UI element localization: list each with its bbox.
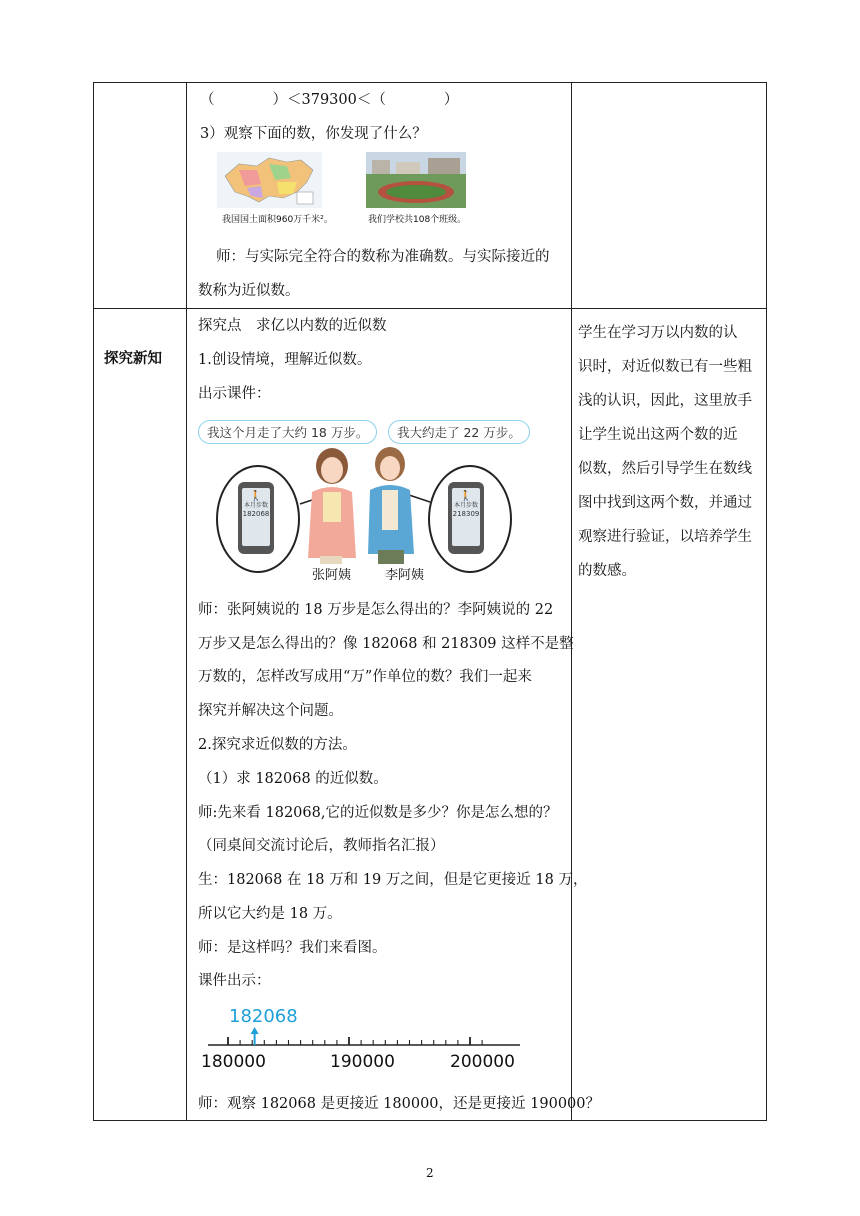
name-left: 张阿姨 (312, 568, 352, 583)
note-line-6: 图中找到这两个数，并通过 (578, 495, 752, 511)
show-courseware-1: 出示课件： (198, 386, 271, 402)
note-line-2: 识时，对近似数已有一些粗 (578, 359, 752, 375)
step-1: 1.创设情境，理解近似数。 (198, 352, 372, 368)
phone-right-value: 218309 (452, 510, 480, 518)
student-answer-2: 所以它大约是 18 万。 (198, 906, 342, 922)
note-line-1: 学生在学习万以内数的认 (578, 325, 738, 341)
paragraph-line-2: 万步又是怎么得出的？像 182068 和 218309 这样不是整 (198, 636, 574, 652)
walking-icon: 🚶 (249, 491, 263, 502)
paragraph-line-1: 师：张阿姨说的 18 万步是怎么得出的？李阿姨说的 22 (198, 602, 554, 618)
question-2: 师：是这样吗？我们来看图。 (198, 940, 387, 956)
question-1: 师:先来看 182068,它的近似数是多少？你是怎么想的？ (198, 805, 558, 821)
column-divider-2 (571, 83, 572, 1120)
china-map-image (217, 152, 322, 208)
paragraph-line-4: 探究并解决这个问题。 (198, 703, 343, 719)
numberline-label-190000: 190000 (330, 1052, 395, 1072)
note-line-4: 让学生说出这两个数的近 (578, 427, 738, 443)
row-divider (94, 308, 766, 309)
phone-left (238, 482, 274, 554)
map-caption: 我国国土面积960万千米²。 (222, 215, 333, 225)
two-aunties-illustration (290, 444, 440, 566)
teacher-definition-line1: 师：与实际完全符合的数称为准确数。与实际接近的 (216, 249, 550, 265)
phone-right (448, 482, 484, 554)
note-line-8: 的数感。 (578, 563, 636, 579)
phone-right-label: 本月步数 (453, 502, 478, 509)
range-blanks-line: （ ）＜379300＜（ ） (200, 92, 459, 108)
numberline-marker-label: 182068 (229, 1006, 298, 1027)
note-line-7: 观察进行验证，以培养学生 (578, 529, 752, 545)
observe-question: 3）观察下面的数，你发现了什么？ (200, 126, 427, 142)
final-question: 师：观察 182068 是更接近 180000，还是更接近 190000？ (198, 1096, 600, 1112)
note-line-5: 似数，然后引导学生在数线 (578, 461, 752, 477)
page-number: 2 (426, 1166, 434, 1180)
numberline-label-180000: 180000 (201, 1052, 266, 1072)
show-courseware-2: 课件出示： (198, 973, 271, 989)
speech-bubble-left: 我这个月走了大约 18 万步。 (198, 420, 377, 444)
phone-left-value: 182068 (242, 510, 270, 518)
section-label: 探究新知 (104, 351, 162, 367)
phone-left-label: 本月步数 (243, 502, 268, 509)
step-2: 2.探究求近似数的方法。 (198, 737, 357, 753)
section-heading: 探究点 求亿以内数的近似数 (198, 318, 387, 334)
school-photo-image (366, 152, 466, 208)
note-line-3: 浅的认识，因此，这里放手 (578, 393, 752, 409)
sub-step-1: （1）求 182068 的近似数。 (198, 771, 388, 787)
school-caption: 我们学校共108个班级。 (368, 215, 467, 225)
paragraph-line-3: 万数的，怎样改写成用“万”作单位的数？我们一起来 (198, 669, 532, 685)
teacher-definition-line2: 数称为近似数。 (198, 283, 300, 299)
teaching-note (578, 316, 764, 588)
column-divider-1 (186, 83, 187, 1120)
name-right: 李阿姨 (385, 568, 425, 583)
numberline-label-200000: 200000 (450, 1052, 515, 1072)
discussion-note: （同桌间交流讨论后，教师指名汇报） (198, 838, 445, 854)
speech-bubble-right: 我大约走了 22 万步。 (388, 420, 530, 444)
marker-arrow-head (251, 1027, 259, 1034)
walking-icon: 🚶 (459, 491, 473, 502)
student-answer-1: 生：182068 在 18 万和 19 万之间，但是它更接近 18 万， (198, 872, 588, 888)
